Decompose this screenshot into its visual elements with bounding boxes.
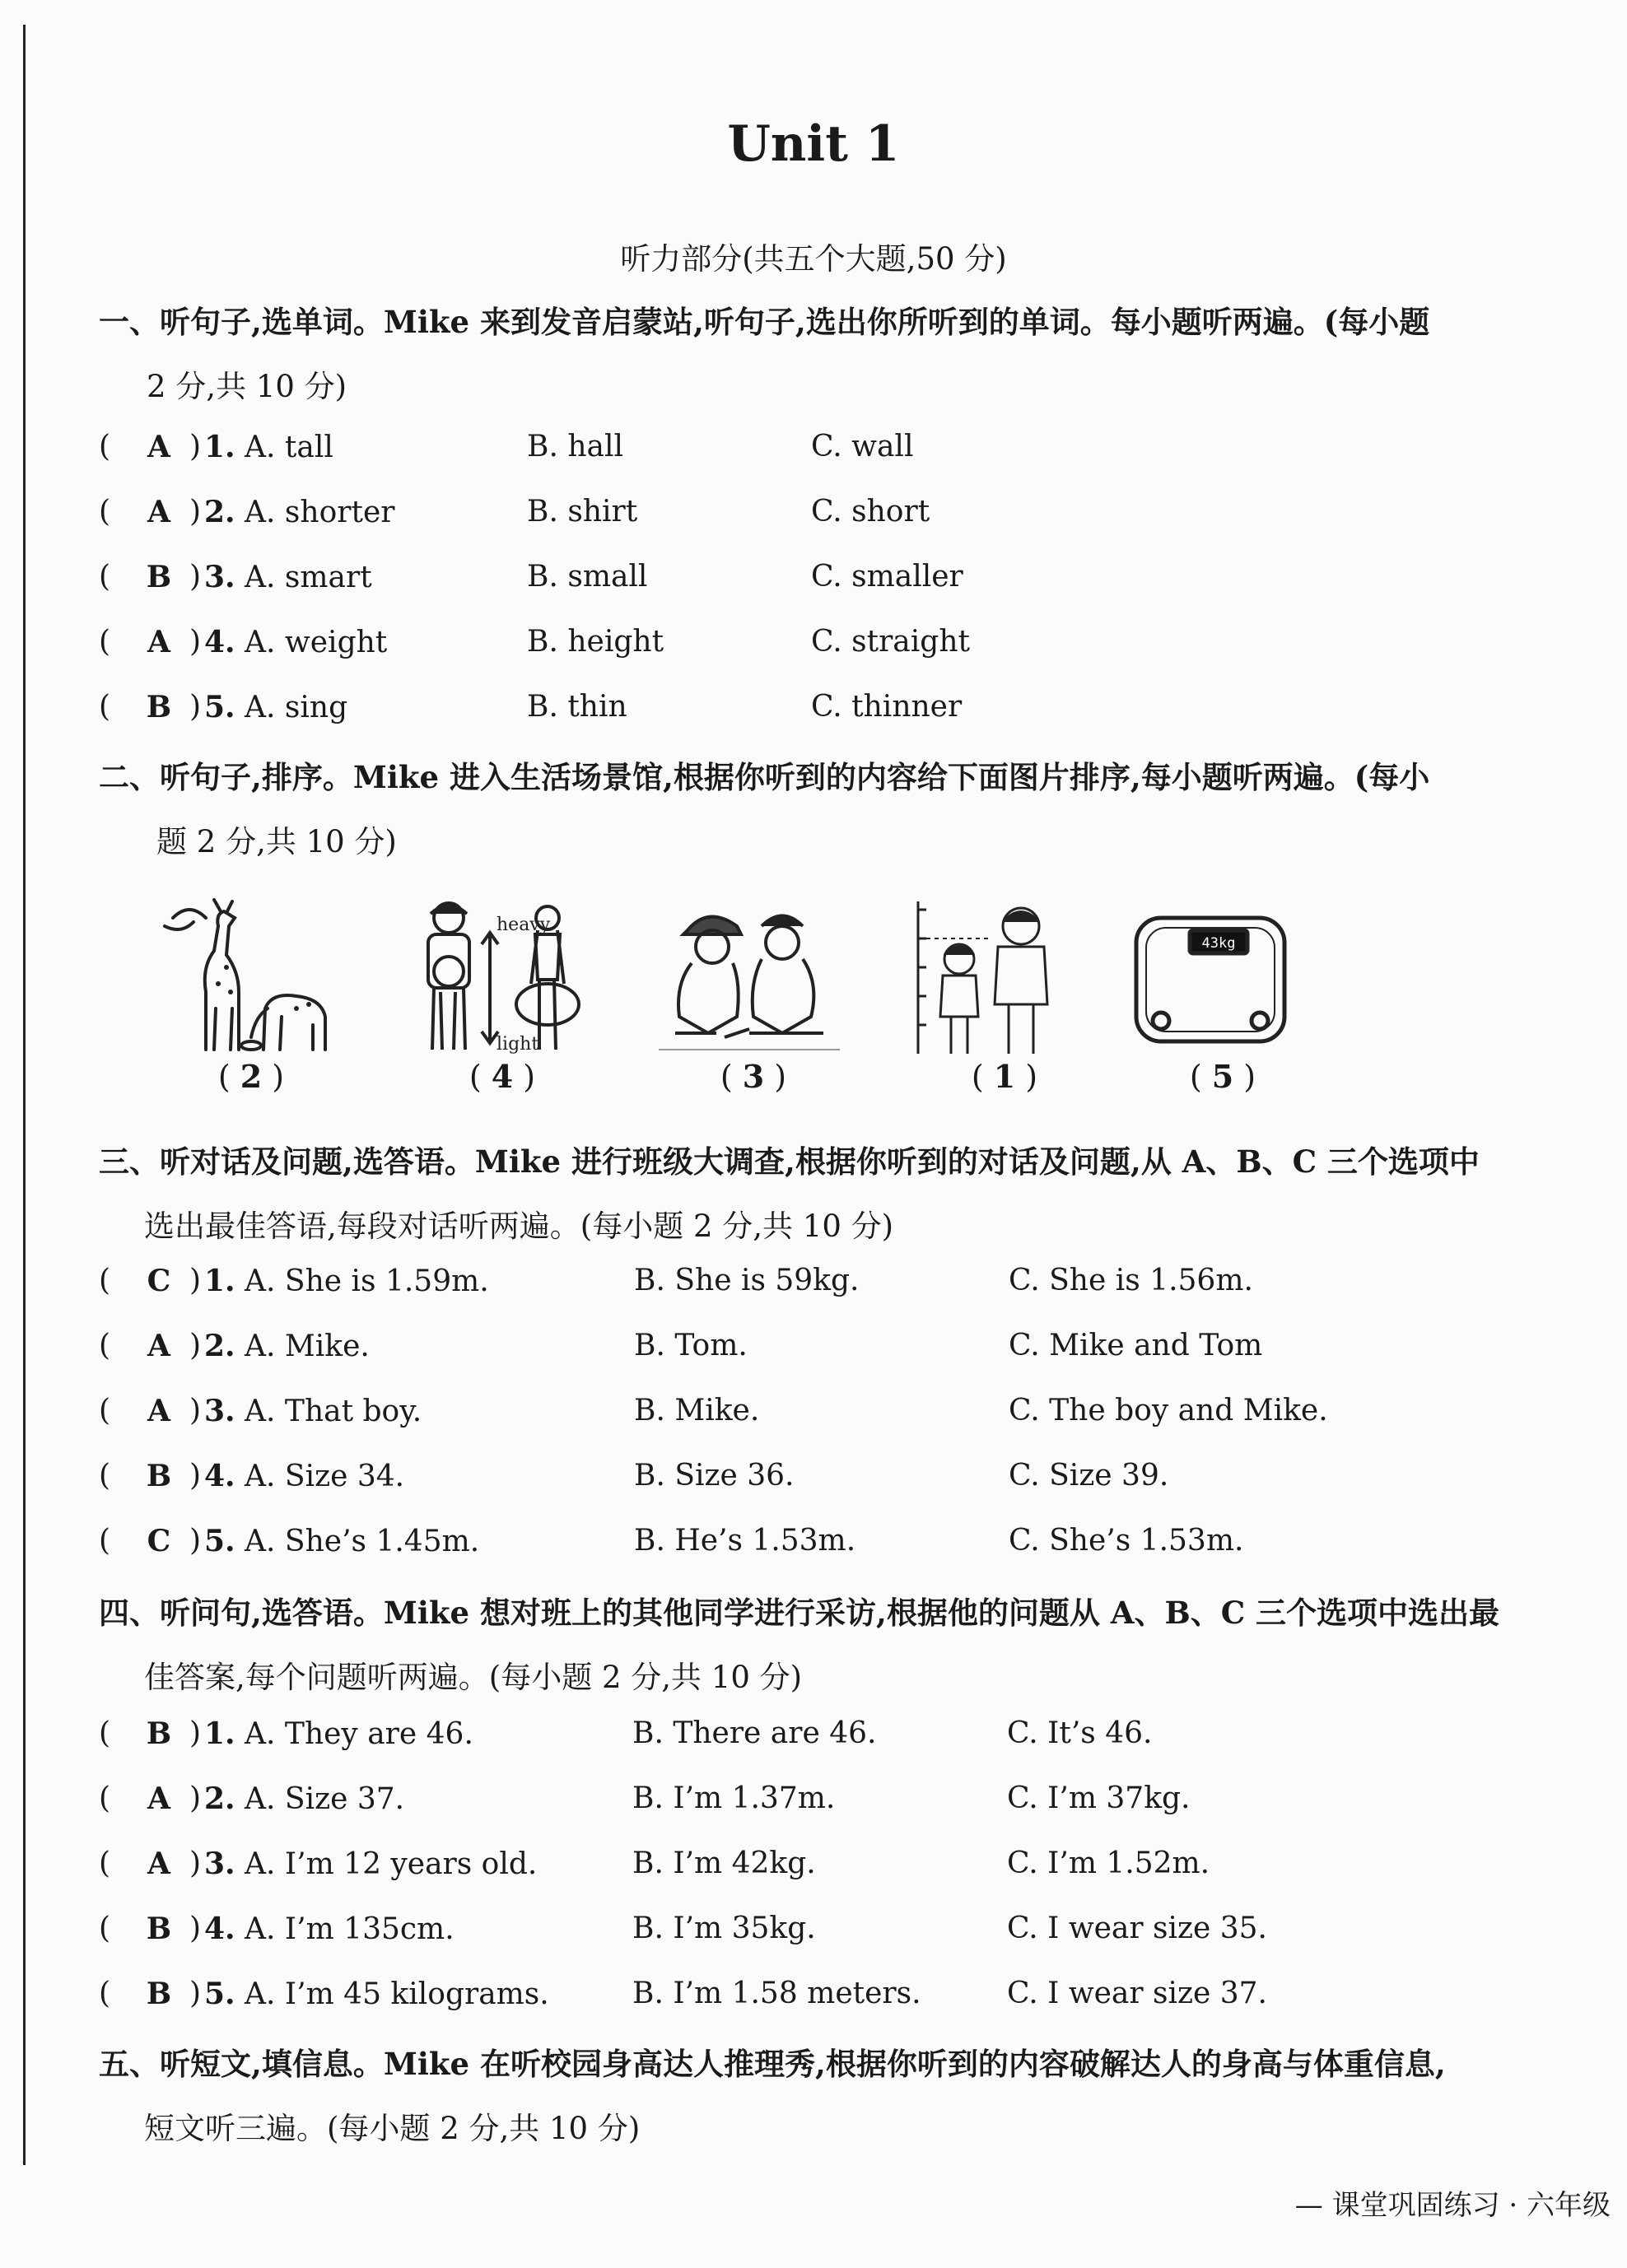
page-footer: — 课堂巩固练习 · 六年级 bbox=[1294, 2189, 1611, 2222]
question-option-b: B. thin bbox=[527, 690, 627, 724]
question-number: 1. bbox=[204, 430, 235, 464]
question-number: 2. bbox=[204, 1329, 235, 1363]
option-a-text: A. smart bbox=[245, 561, 372, 594]
part1-question-row bbox=[99, 690, 1548, 739]
paren-open: ( bbox=[99, 1977, 111, 2010]
order-number: 5 bbox=[1211, 1058, 1234, 1095]
part1-question-row bbox=[99, 430, 1548, 479]
order-number: 2 bbox=[240, 1058, 263, 1095]
question-option-c: C. short bbox=[811, 495, 930, 529]
paren-close: ) bbox=[189, 1781, 202, 1815]
answer-letter: B bbox=[146, 690, 172, 724]
paren-open: ( bbox=[99, 690, 111, 724]
question-option-c: C. thinner bbox=[811, 690, 963, 724]
part3-question-row bbox=[99, 1524, 1548, 1573]
paren-open: ( bbox=[99, 495, 111, 529]
part1-question-row bbox=[99, 495, 1548, 544]
answer-letter: A bbox=[147, 1329, 170, 1363]
paren-open: ( bbox=[99, 1912, 111, 1945]
heavy-light-boys-icon bbox=[416, 893, 597, 1058]
question-option-a bbox=[204, 1847, 537, 1881]
paren-open: ( bbox=[99, 1459, 111, 1493]
section-3-instructions: 三、听对话及问题,选答语。Mike 进行班级大调查,根据你听到的对话及问题,从 A、B、C 三个选项中 选出最佳答语,每段对话听两遍。(每小题 2 分,共 10 分) bbox=[99, 1143, 1480, 1244]
option-a-text: A. They are 46. bbox=[245, 1717, 473, 1751]
part4-question-row bbox=[99, 1847, 1548, 1896]
paren-open: ( bbox=[99, 1716, 111, 1750]
part3-question-row bbox=[99, 1329, 1548, 1378]
question-option-a bbox=[204, 1781, 404, 1816]
question-option-a bbox=[204, 495, 394, 529]
question-option-a bbox=[204, 690, 347, 724]
paren-open: ( bbox=[99, 1394, 111, 1427]
paren-close: ) bbox=[189, 560, 202, 594]
order-number: 1 bbox=[993, 1058, 1016, 1095]
question-option-b: B. I’m 42kg. bbox=[632, 1847, 816, 1880]
question-number: 4. bbox=[204, 1459, 235, 1493]
question-option-b: B. height bbox=[527, 625, 664, 659]
paren-close: ) bbox=[189, 690, 202, 724]
section-1-instructions: 一、听句子,选单词。Mike 来到发音启蒙站,听句子,选出你所听到的单词。每小题听两遍。(每小题 2 分,共 10 分) bbox=[99, 304, 1430, 404]
question-option-a bbox=[204, 1329, 370, 1363]
paren-open: ( bbox=[99, 1524, 111, 1558]
option-a-text: A. That boy. bbox=[245, 1395, 422, 1428]
height-chart-kids-icon bbox=[906, 893, 1070, 1058]
answer-letter: C bbox=[147, 1264, 171, 1298]
picture-order-answer: ( 5 ) bbox=[1189, 1058, 1256, 1095]
paren-open: ( bbox=[99, 1329, 111, 1362]
part4-question-row bbox=[99, 1977, 1548, 2026]
paren-close: ) bbox=[189, 1716, 202, 1750]
paren-close: ) bbox=[189, 495, 202, 529]
question-option-c: C. Size 39. bbox=[1009, 1459, 1169, 1493]
question-option-c: C. She’s 1.53m. bbox=[1009, 1524, 1244, 1558]
order-number: 3 bbox=[742, 1058, 765, 1095]
question-option-b: B. He’s 1.53m. bbox=[634, 1524, 856, 1558]
paren-close: ) bbox=[189, 625, 202, 659]
option-a-text: A. She’s 1.45m. bbox=[245, 1525, 480, 1558]
question-option-c: C. wall bbox=[811, 430, 914, 463]
paren-close: ) bbox=[189, 1394, 202, 1427]
question-option-a bbox=[204, 1459, 404, 1493]
question-number: 3. bbox=[204, 1394, 235, 1428]
paren-open: ( bbox=[99, 1264, 111, 1297]
question-option-a bbox=[204, 430, 333, 464]
question-option-c: C. I wear size 37. bbox=[1007, 1977, 1268, 2010]
page-title: Unit 1 bbox=[727, 115, 900, 173]
question-number: 4. bbox=[204, 625, 235, 659]
paren-close: ) bbox=[189, 1264, 202, 1297]
question-option-b: B. hall bbox=[527, 430, 624, 463]
paren-open: ( bbox=[99, 625, 111, 659]
section-4-instructions: 四、听问句,选答语。Mike 想对班上的其他同学进行采访,根据他的问题从 A、B、C 三个选项中选出最 佳答案,每个问题听两遍。(每小题 2 分,共 10 分) bbox=[99, 1595, 1500, 1695]
paren-close: ) bbox=[189, 1977, 202, 2010]
option-a-text: A. shorter bbox=[245, 496, 395, 529]
light-label: light bbox=[496, 1034, 539, 1055]
question-number: 5. bbox=[204, 1524, 235, 1558]
question-option-a bbox=[204, 560, 372, 594]
boys-tying-shoes-icon bbox=[659, 893, 840, 1058]
option-a-text: A. Size 34. bbox=[245, 1460, 405, 1493]
question-option-a bbox=[204, 625, 387, 659]
question-option-c: C. I’m 37kg. bbox=[1007, 1781, 1191, 1815]
answer-letter: B bbox=[146, 1716, 172, 1751]
answer-letter: A bbox=[147, 430, 170, 464]
bathroom-scale-icon bbox=[1128, 893, 1293, 1058]
paren-close: ) bbox=[189, 1524, 202, 1558]
question-option-a bbox=[204, 1394, 422, 1428]
answer-letter: B bbox=[146, 1459, 172, 1493]
question-option-c: C. I wear size 35. bbox=[1007, 1912, 1268, 1945]
part4-question-row bbox=[99, 1716, 1548, 1766]
question-option-b: B. shirt bbox=[527, 495, 638, 529]
part3-question-row bbox=[99, 1264, 1548, 1313]
option-a-text: A. weight bbox=[245, 626, 388, 659]
order-number: 4 bbox=[491, 1058, 514, 1095]
question-option-b: B. Mike. bbox=[634, 1394, 760, 1427]
question-number: 3. bbox=[204, 560, 235, 594]
question-number: 2. bbox=[204, 495, 235, 529]
question-number: 4. bbox=[204, 1912, 235, 1946]
question-option-a bbox=[204, 1524, 479, 1558]
picture-order-answer: ( 2 ) bbox=[217, 1058, 285, 1095]
question-option-a bbox=[204, 1977, 549, 2011]
answer-letter: A bbox=[147, 495, 170, 529]
option-a-text: A. She is 1.59m. bbox=[245, 1264, 489, 1298]
picture-order-answer: ( 3 ) bbox=[720, 1058, 787, 1095]
part1-question-row bbox=[99, 560, 1548, 609]
question-option-b: B. She is 59kg. bbox=[634, 1264, 860, 1297]
question-option-c: C. I’m 1.52m. bbox=[1007, 1847, 1210, 1880]
paren-open: ( bbox=[99, 1847, 111, 1880]
paren-open: ( bbox=[99, 430, 111, 463]
question-number: 3. bbox=[204, 1847, 235, 1881]
section-2-instructions: 二、听句子,排序。Mike 进入生活场景馆,根据你听到的内容给下面图片排序,每小题听两遍。(每小 题 2 分,共 10 分) bbox=[99, 759, 1430, 859]
question-number: 5. bbox=[204, 690, 235, 724]
section-5-instructions: 五、听短文,填信息。Mike 在听校园身高达人推理秀,根据你听到的内容破解达人的身高与体重信息, 短文听三遍。(每小题 2 分,共 10 分) bbox=[99, 2046, 1446, 2146]
question-option-a bbox=[204, 1912, 455, 1946]
question-option-c: C. Mike and Tom bbox=[1009, 1329, 1263, 1362]
question-option-b: B. Size 36. bbox=[634, 1459, 795, 1493]
question-number: 1. bbox=[204, 1264, 235, 1298]
page-edge-line bbox=[23, 25, 26, 2165]
question-option-b: B. Tom. bbox=[634, 1329, 748, 1362]
paren-open: ( bbox=[99, 560, 111, 594]
question-number: 2. bbox=[204, 1781, 235, 1816]
question-option-c: C. smaller bbox=[811, 560, 963, 594]
scale-display: 43kg bbox=[1201, 935, 1236, 952]
answer-letter: C bbox=[147, 1524, 171, 1558]
part3-question-row bbox=[99, 1394, 1548, 1443]
paren-close: ) bbox=[189, 1459, 202, 1493]
part4-question-row bbox=[99, 1912, 1548, 1961]
question-option-a bbox=[204, 1264, 489, 1298]
option-a-text: A. I’m 45 kilograms. bbox=[245, 1977, 549, 2011]
option-a-text: A. tall bbox=[245, 431, 333, 464]
paren-close: ) bbox=[189, 1329, 202, 1362]
option-a-text: A. Mike. bbox=[245, 1330, 370, 1363]
paren-close: ) bbox=[189, 1912, 202, 1945]
question-number: 5. bbox=[204, 1977, 235, 2011]
picture-order-answer: ( 1 ) bbox=[971, 1058, 1038, 1095]
question-option-c: C. straight bbox=[811, 625, 970, 659]
paren-open: ( bbox=[99, 1781, 111, 1815]
heavy-label: heavy bbox=[496, 915, 551, 935]
question-option-a bbox=[204, 1716, 473, 1751]
option-a-text: A. sing bbox=[245, 691, 348, 724]
answer-letter: B bbox=[146, 1912, 172, 1946]
option-a-text: A. I’m 12 years old. bbox=[245, 1847, 538, 1881]
question-option-b: B. I’m 1.37m. bbox=[632, 1781, 836, 1815]
paren-close: ) bbox=[189, 430, 202, 463]
listening-header: 听力部分(共五个大题,50 分) bbox=[620, 241, 1007, 277]
answer-letter: B bbox=[146, 1977, 172, 2011]
answer-letter: B bbox=[146, 560, 172, 594]
giraffes-icon bbox=[156, 893, 346, 1058]
question-option-b: B. I’m 35kg. bbox=[632, 1912, 816, 1945]
question-option-c: C. She is 1.56m. bbox=[1009, 1264, 1253, 1297]
question-option-b: B. small bbox=[527, 560, 648, 594]
question-number: 1. bbox=[204, 1716, 235, 1751]
option-a-text: A. Size 37. bbox=[245, 1782, 405, 1816]
answer-letter: A bbox=[147, 1394, 170, 1428]
part1-question-row bbox=[99, 625, 1548, 674]
question-option-c: C. It’s 46. bbox=[1007, 1716, 1153, 1750]
answer-letter: A bbox=[147, 625, 170, 659]
option-a-text: A. I’m 135cm. bbox=[245, 1912, 455, 1946]
question-option-b: B. There are 46. bbox=[632, 1716, 877, 1750]
picture-order-answer: ( 4 ) bbox=[469, 1058, 536, 1095]
question-option-b: B. I’m 1.58 meters. bbox=[632, 1977, 921, 2010]
part3-question-row bbox=[99, 1459, 1548, 1508]
part4-question-row bbox=[99, 1781, 1548, 1831]
question-option-c: C. The boy and Mike. bbox=[1009, 1394, 1328, 1427]
answer-letter: A bbox=[147, 1847, 170, 1881]
paren-close: ) bbox=[189, 1847, 202, 1880]
answer-letter: A bbox=[147, 1781, 170, 1816]
